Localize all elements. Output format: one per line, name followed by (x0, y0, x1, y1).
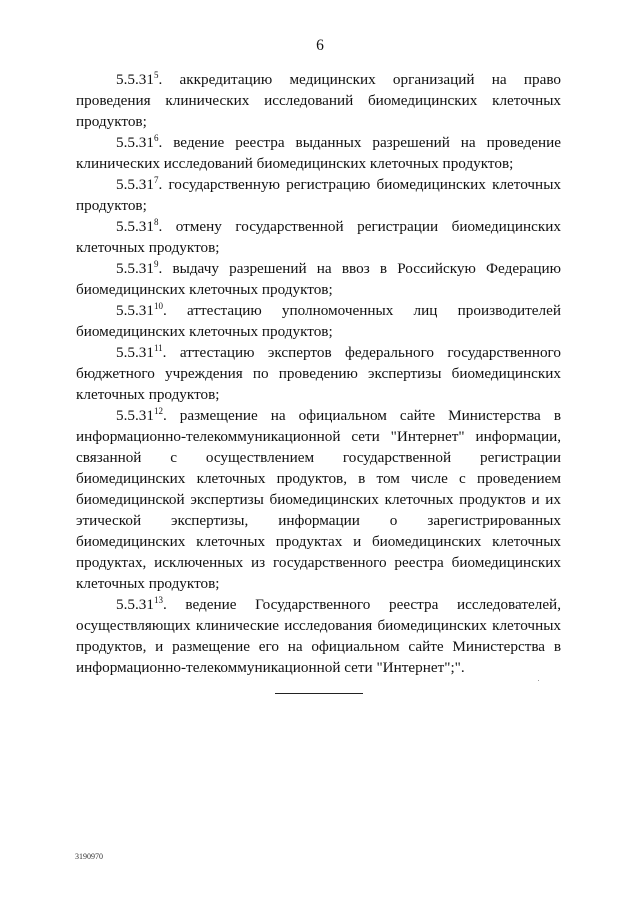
item-superscript: 6 (153, 133, 159, 143)
paragraph-5-5-31-12 (76, 405, 561, 594)
paragraph-5-5-31-5 (76, 69, 561, 132)
item-text: . аттестацию уполномоченных лиц производителей биомедицинских клеточных продуктов; (76, 302, 561, 340)
item-superscript: 9 (153, 259, 159, 269)
item-text: . ведение реестра выданных разрешений на проведение клинических исследований биомедицинских клеточных продуктов; (76, 134, 561, 172)
item-number: 5.5.31 (116, 344, 154, 361)
item-number: 5.5.31 (116, 260, 154, 277)
item-text: . ведение Государственного реестра исследователей, осуществляющих клинические исследования биомедицинских клеточных продуктов, и размещение его на официальном сайте Министерства в информационно-телекоммуникационной сети "Интернет";". (76, 596, 561, 676)
item-number: 5.5.31 (116, 134, 154, 151)
item-superscript: 7 (153, 175, 159, 185)
item-text: . выдачу разрешений на ввоз в Российскую Федерацию биомедицинских клеточных продуктов; (76, 260, 561, 298)
item-superscript: 8 (153, 217, 159, 227)
item-text: . размещение на официальном сайте Министерства в информационно-телекоммуникационной сети "Интернет" информации, связанной с осуществлением государственной регистрации биомедицинских клеточных продуктов, в том числе с проведением биомедицинской экспертизы биомедицинских клеточных продуктов и их этической экспертизы, информации о зарегистрированных биомедицинских клеточных продуктах и биомедицинских клеточных продуктах, исключенных из государственного реестра биомедицинских клеточных продуктов; (76, 407, 561, 592)
paragraph-5-5-31-13 (76, 594, 561, 678)
paragraph-5-5-31-8 (76, 216, 561, 258)
page-number: 6 (316, 37, 324, 54)
closing-rule (275, 693, 363, 694)
paragraph-5-5-31-9 (76, 258, 561, 300)
paragraph-5-5-31-11 (76, 342, 561, 405)
paragraph-5-5-31-6 (76, 132, 561, 174)
document-code: 3190970 (75, 852, 103, 861)
paragraph-5-5-31-10 (76, 300, 561, 342)
item-number: 5.5.31 (116, 218, 154, 235)
item-text: . аттестацию экспертов федерального государственного бюджетного учреждения по проведению экспертизы биомедицинских клеточных продуктов; (76, 344, 561, 403)
item-superscript: 10 (153, 301, 163, 311)
scan-dot (538, 680, 539, 681)
item-superscript: 13 (153, 595, 163, 605)
item-text: . государственную регистрацию биомедицинских клеточных продуктов; (76, 176, 561, 214)
item-text: . отмену государственной регистрации биомедицинских клеточных продуктов; (76, 218, 561, 256)
item-number: 5.5.31 (116, 596, 154, 613)
item-number: 5.5.31 (116, 407, 154, 424)
item-text: . аккредитацию медицинских организаций на право проведения клинических исследований биомедицинских клеточных продуктов; (76, 71, 561, 130)
item-superscript: 11 (153, 343, 163, 353)
document-body (76, 69, 561, 678)
item-number: 5.5.31 (116, 176, 154, 193)
paragraph-5-5-31-7 (76, 174, 561, 216)
item-number: 5.5.31 (116, 302, 154, 319)
item-superscript: 5 (153, 70, 159, 80)
item-number: 5.5.31 (116, 71, 154, 88)
item-superscript: 12 (153, 406, 163, 416)
